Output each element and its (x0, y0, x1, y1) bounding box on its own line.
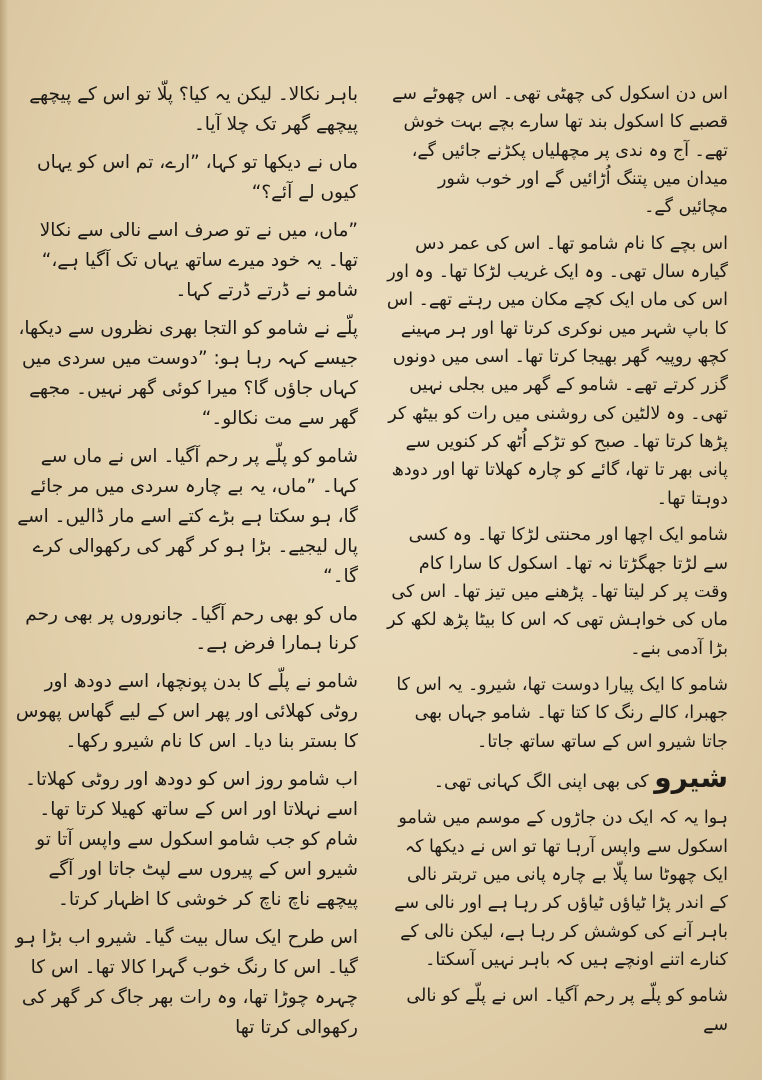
paragraph-emphasis (384, 760, 728, 796)
paragraph: شامو نے پلّے کا بدن پونچھا، اسے دودھ اور روٹی کھلائی اور پھر اس کے لیے گھاس پھوس کا بستر بنا دیا۔ اس کا نام شیرو رکھا۔ (15, 671, 358, 753)
paragraph: شامو کو پلّے پر رحم آگیا۔ اس نے ماں سے کہا۔ ”ماں، یہ بے چارہ سردی میں مر جائے گا، ہو سکتا ہے بڑے کتے اسے مار ڈالیں۔ اسے پال لیجیے۔ بڑا ہو کر گھر کی رکھوالی کرے گا۔“ (17, 445, 358, 587)
left-column (6, 80, 358, 1051)
paragraph: پلّے نے شامو کو التجا بھری نظروں سے دیکھا، جیسے کہہ رہا ہو: ”دوست میں سردی میں کہاں جاؤں گا؟ میرا کوئی گھر نہیں۔ مجھے گھر سے مت نکالو۔“ (18, 317, 358, 429)
paragraph: اس طرح ایک سال بیت گیا۔ شیرو اب بڑا ہو گیا۔ اس کا رنگ خوب گہرا کالا تھا۔ اس کا چہرہ چوڑا تھا، وہ رات بھر جاگ کر گھر کی رکھوالی کرتا تھا (15, 927, 358, 1039)
emphasized-word: شیرو (654, 760, 728, 794)
paragraph-text: شیرو کی بھی اپنی الگ کہانی تھی۔ (433, 760, 728, 794)
paragraph: اب شامو روز اس کو دودھ اور روٹی کھلاتا۔ اسے نہلاتا اور اس کے ساتھ کھیلا کرتا تھا۔ شام کو جب شامو اسکول سے واپس آتا تو شیرو اس کے پیروں سے لپٹ جاتا اور آگے پیچھے ناچ ناچ کر خوشی کا اظہار کرتا۔ (25, 769, 358, 911)
paragraph: ہوا یہ کہ ایک دن جاڑوں کے موسم میں شامو اسکول سے واپس آرہا تھا تو اس نے دیکھا کہ ایک چھوٹا سا پلّا بے چارہ پانی میں تربتر نالی کے اندر پڑا ٹیاؤں ٹیاؤں کر رہا ہے اور نالی سے باہر آنے کی کوشش کر رہا ہے، لیکن نالی کے کنارے اتنے اونچے ہیں کہ باہر نہیں آسکتا۔ (394, 808, 728, 970)
paragraph: ”ماں، میں نے تو صرف اسے نالی سے نکالا تھا۔ یہ خود میرے ساتھ یہاں تک آگیا ہے،“ شامو نے ڈرتے ڈرتے کہا۔ (39, 219, 358, 301)
paragraph: ماں کو بھی رحم آگیا۔ جانوروں پر بھی رحم کرنا ہمارا فرض ہے۔ (25, 603, 358, 655)
right-column (384, 80, 728, 1047)
paragraph: اس بچے کا نام شامو تھا۔ اس کی عمر دس گیارہ سال تھی۔ وہ ایک غریب لڑکا تھا۔ وہ اور اس کی ماں ایک کچے مکان میں رہتے تھے۔ اس کا باپ شہر میں نوکری کرتا تھا اور ہر مہینے کچھ روپیہ گھر بھیجا کرتا تھا۔ اسی میں دونوں گزر کرتے تھے۔ شامو کے گھر میں بجلی نہیں تھی۔ وہ لالٹین کی روشنی میں رات کو بیٹھ کر پڑھا کرتا تھا۔ صبح کو تڑکے اُٹھ کر کنویں سے پانی بھر تا تھا، گائے کو چارہ کھلاتا تھا اور دودھ دوہتا تھا۔ (386, 233, 728, 509)
paragraph: باہر نکالا۔ لیکن یہ کیا؟ پلّا تو اس کے پیچھے پیچھے گھر تک چلا آیا۔ (29, 84, 358, 135)
paragraph: شامو ایک اچھا اور محنتی لڑکا تھا۔ وہ کسی سے لڑتا جھگڑتا نہ تھا۔ اسکول کا سارا کام وقت پر کر لیتا تھا۔ پڑھنے میں تیز تھا۔ اس کی ماں کی خواہش تھی کہ اس کا بیٹا پڑھ لکھ کر بڑا آدمی بنے۔ (387, 525, 728, 659)
paragraph: اس دن اسکول کی چھٹی تھی۔ اس چھوٹے سے قصبے کا اسکول بند تھا سارے بچے بہت خوش تھے۔ آج وہ ندی پر مچھلیاں پکڑنے جائیں گے، میدان میں پتنگ اُڑائیں گے اور خوب شور مچائیں گے۔ (392, 84, 728, 218)
paragraph: ماں نے دیکھا تو کہا، ”ارے، تم اس کو یہاں کیوں لے آئے؟“ (36, 151, 358, 203)
paragraph: شامو کا ایک پیارا دوست تھا، شیرو۔ یہ اس کا جھبرا، کالے رنگ کا کتا تھا۔ شامو جہاں بھی جاتا شیرو اس کے ساتھ ساتھ جاتا۔ (396, 674, 728, 752)
paragraph: شامو کو پلّے پر رحم آگیا۔ اس نے پلّے کو نالی سے (406, 986, 728, 1035)
